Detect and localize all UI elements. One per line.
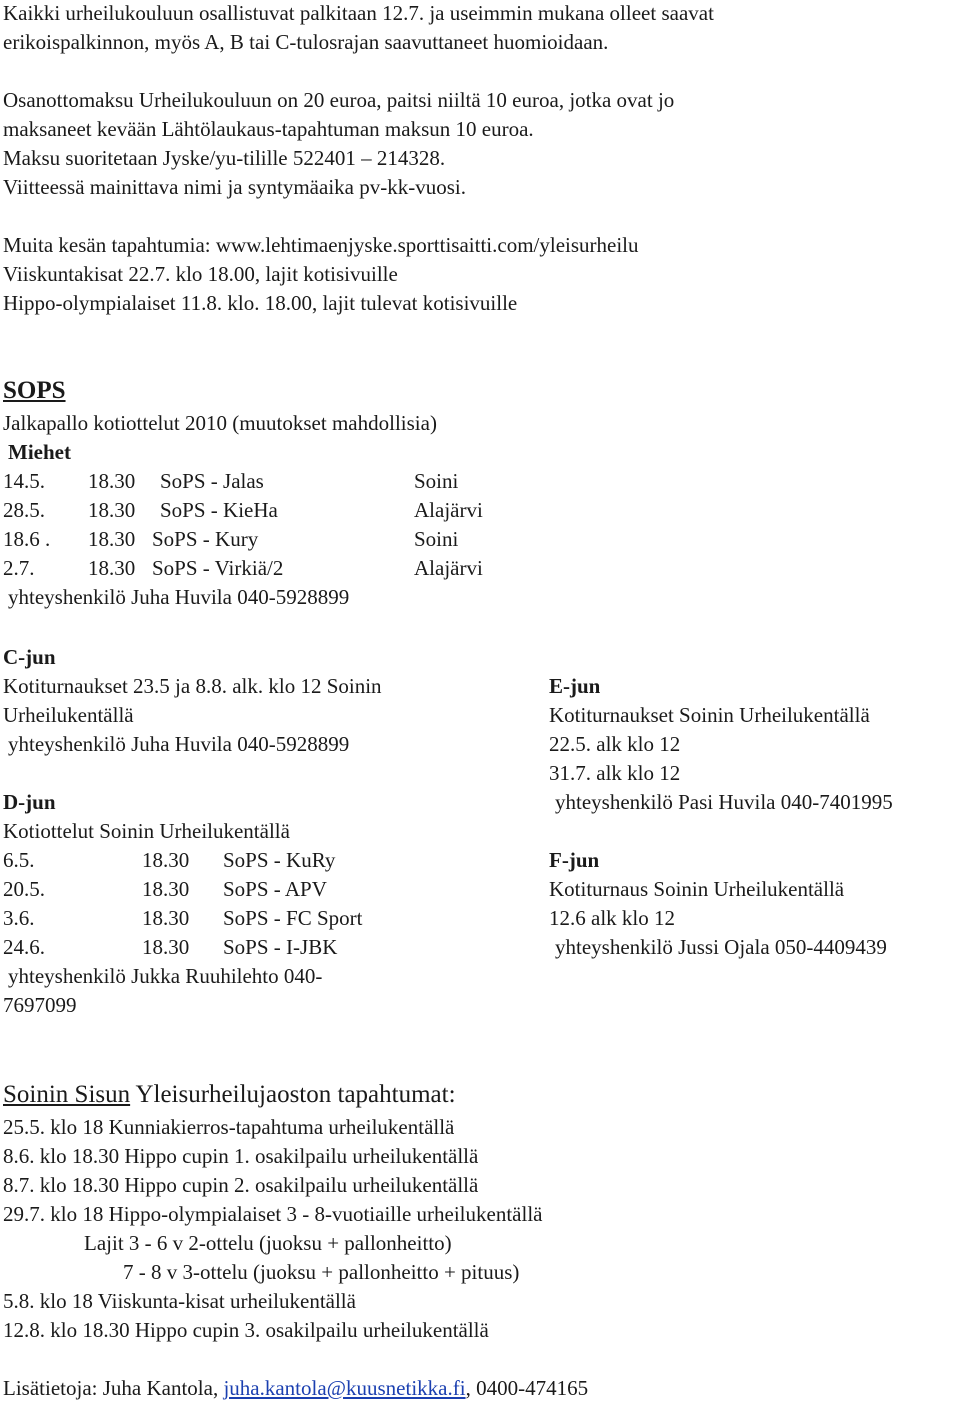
cjun-contact: yhteyshenkilö Juha Huvila 040-5928899 [8,732,350,756]
sisu-lajit-line-1: Lajit 3 - 6 v 2-ottelu (juoksu + pallonheitto) [84,1231,452,1255]
sisu-title-club: Soinin Sisun [3,1081,131,1108]
ejun-line-3: 31.7. alk klo 12 [549,761,681,785]
game-time: 18.30 [142,848,190,872]
game-match: SoPS - KieHa [160,498,278,522]
contact-info-prefix: Lisätietoja: Juha Kantola, [3,1376,224,1400]
game-place: Alajärvi [414,498,483,522]
fjun-line-1: Kotiturnaus Soinin Urheilukentällä [549,877,845,901]
fee-line-1: Osanottomaksu Urheilukouluun on 20 euroa, paitsi niiltä 10 euroa, jotka ovat jo [3,88,675,112]
djun-line-1: Kotiottelut Soinin Urheilukentällä [3,819,290,843]
sisu-title [3,1080,456,1110]
game-match: SoPS - Jalas [160,469,264,493]
game-date: 3.6. [3,906,35,930]
game-match: SoPS - KuRy [223,848,336,872]
intro-line-2: erikoispalkinnon, myös A, B tai C-tulosrajan saavuttaneet huomioidaan. [3,30,609,54]
djun-label: D-jun [3,790,56,814]
game-match: SoPS - Virkiä/2 [152,556,284,580]
fjun-label: F-jun [549,848,600,872]
game-date: 14.5. [3,469,45,493]
game-date: 20.5. [3,877,45,901]
game-time: 18.30 [142,935,190,959]
game-time: 18.30 [88,469,136,493]
sisu-event: 5.8. klo 18 Viiskunta-kisat urheilukentällä [3,1289,356,1313]
game-place: Soini [414,527,459,551]
contact-info [3,1375,588,1401]
sops-subtitle: Jalkapallo kotiottelut 2010 (muutokset mahdollisia) [3,411,437,435]
ejun-label: E-jun [549,674,601,698]
other-events-line-2: Viiskuntakisat 22.7. klo 18.00, lajit kotisivuille [3,262,398,286]
contact-info-suffix: , 0400-474165 [465,1376,589,1400]
fjun-contact: yhteyshenkilö Jussi Ojala 050-4409439 [555,935,887,959]
game-match: SoPS - Kury [152,527,259,551]
sisu-lajit-line-2: 7 - 8 v 3-ottelu (juoksu + pallonheitto + pituus) [123,1260,520,1284]
fee-line-4: Viitteessä mainittava nimi ja syntymäaika pv-kk-vuosi. [3,175,466,199]
game-date: 28.5. [3,498,45,522]
sisu-event: 25.5. klo 18 Kunniakierros-tapahtuma urheilukentällä [3,1115,455,1139]
game-time: 18.30 [88,556,136,580]
other-events-line-3: Hippo-olympialaiset 11.8. klo. 18.00, lajit tulevat kotisivuille [3,291,518,315]
sops-title: SOPS [3,377,66,404]
game-date: 24.6. [3,935,45,959]
cjun-line-1: Kotiturnaukset 23.5 ja 8.8. alk. klo 12 Soinin [3,674,382,698]
game-time: 18.30 [142,877,190,901]
game-date: 2.7. [3,556,35,580]
miehet-contact: yhteyshenkilö Juha Huvila 040-5928899 [8,585,350,609]
fee-line-3: Maksu suoritetaan Jyske/yu-tilille 522401 – 214328. [3,146,446,170]
djun-contact-2: 7697099 [3,993,77,1017]
game-date: 6.5. [3,848,35,872]
game-match: SoPS - I-JBK [223,935,338,959]
game-match: SoPS - APV [223,877,327,901]
game-time: 18.30 [88,498,136,522]
sisu-event: 8.7. klo 18.30 Hippo cupin 2. osakilpailu urheilukentällä [3,1173,479,1197]
intro-line-1: Kaikki urheilukouluun osallistuvat palkitaan 12.7. ja useimmin mukana olleet saavat [3,1,714,25]
ejun-line-1: Kotiturnaukset Soinin Urheilukentällä [549,703,870,727]
miehet-label: Miehet [8,440,71,464]
ejun-contact: yhteyshenkilö Pasi Huvila 040-7401995 [555,790,893,814]
cjun-line-2: Urheilukentällä [3,703,134,727]
djun-contact-1: yhteyshenkilö Jukka Ruuhilehto 040- [8,964,323,988]
fjun-line-2: 12.6 alk klo 12 [549,906,675,930]
sisu-event: 8.6. klo 18.30 Hippo cupin 1. osakilpailu urheilukentällä [3,1144,479,1168]
game-time: 18.30 [88,527,136,551]
sisu-title-rest: Yleisurheilujaoston tapahtumat: [130,1081,456,1108]
sisu-event: 12.8. klo 18.30 Hippo cupin 3. osakilpailu urheilukentällä [3,1318,489,1342]
ejun-line-2: 22.5. alk klo 12 [549,732,681,756]
sisu-event: 29.7. klo 18 Hippo-olympialaiset 3 - 8-vuotiaille urheilukentällä [3,1202,543,1226]
fee-line-2: maksaneet kevään Lähtölaukaus-tapahtuman maksun 10 euroa. [3,117,534,141]
game-place: Soini [414,469,459,493]
other-events-line-1: Muita kesän tapahtumia: www.lehtimaenjyske.sporttisaitti.com/yleisurheilu [3,233,639,257]
game-time: 18.30 [142,906,190,930]
game-date: 18.6 . [3,527,51,551]
game-match: SoPS - FC Sport [223,906,363,930]
game-place: Alajärvi [414,556,483,580]
cjun-label: C-jun [3,645,56,669]
email-link[interactable]: juha.kantola@kuusnetikka.fi [223,1376,466,1400]
